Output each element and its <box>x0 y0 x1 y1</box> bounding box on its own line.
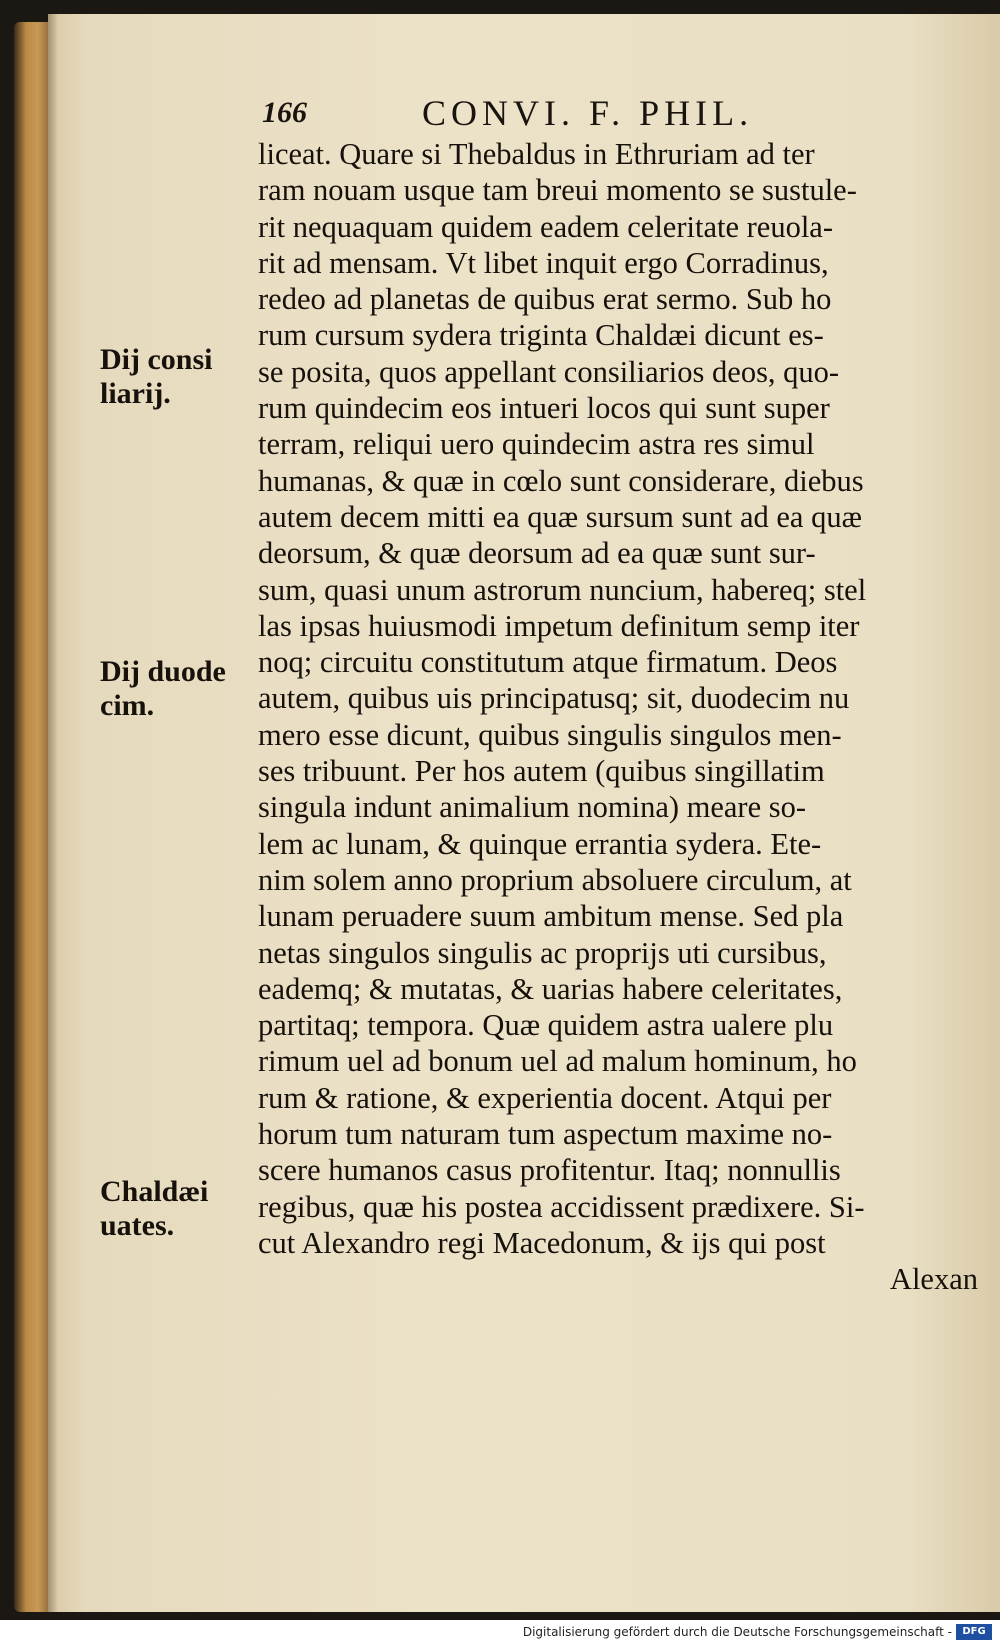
text-line: regibus, quæ his postea accidissent prædixere. Si- <box>258 1189 865 1224</box>
gutter-shadow <box>48 14 58 1612</box>
footer-credit: Digitalisierung gefördert durch die Deutsche Forschungsgemeinschaft - <box>522 1625 952 1639</box>
text-line: se posita, quos appellant consiliarios deos, quo- <box>258 354 840 389</box>
text-line: mero esse dicunt, quibus singulis singulos men- <box>258 717 842 752</box>
text-line: singula indunt animalium nomina) meare so- <box>258 790 807 825</box>
text-line: autem, quibus uis principatusq; sit, duodecim nu <box>258 681 850 716</box>
margin-note-duodecim <box>100 655 260 723</box>
margin-note-line: liarij. <box>100 377 171 410</box>
text-line: las ipsas huiusmodi impetum definitum semp iter <box>258 608 860 643</box>
text-line: nim solem anno proprium absoluere circulum, at <box>258 862 852 897</box>
text-line: lem ac lunam, & quinque errantia sydera. Ete- <box>258 826 822 861</box>
page-header <box>262 92 962 138</box>
text-line: ses tribuunt. Per hos autem (quibus singillatim <box>258 754 825 789</box>
text-line: ram nouam usque tam breui momento se sustule- <box>258 173 857 208</box>
text-line: redeo ad planetas de quibus erat sermo. Sub ho <box>258 282 832 317</box>
text-line: sum, quasi unum astrorum nuncium, habereq; stel <box>258 572 867 607</box>
text-line: lunam peruadere suum ambitum mense. Sed pla <box>258 899 844 934</box>
text-line: deorsum, & quæ deorsum ad ea quæ sunt sur- <box>258 536 816 571</box>
text-line: rum cursum sydera triginta Chaldæi dicunt es- <box>258 318 824 353</box>
text-line: scere humanos casus profitentur. Itaq; nonnullis <box>258 1153 841 1188</box>
text-line: eademq; & mutatas, & uarias habere celeritates, <box>258 971 843 1006</box>
margin-note-line: Dij duode <box>100 655 226 688</box>
margin-note-line: uates. <box>100 1209 175 1242</box>
running-head: CONVI. F. PHIL. <box>422 93 754 133</box>
text-line: liceat. Quare si Thebaldus in Ethruriam ad ter <box>258 137 815 171</box>
text-line: cut Alexandro regi Macedonum, & ijs qui post <box>258 1225 826 1260</box>
text-line: netas singulos singulis ac proprijs uti cursibus, <box>258 935 827 970</box>
margin-note-consiliarii <box>100 343 260 411</box>
text-line: rimum uel ad bonum uel ad malum hominum, ho <box>258 1044 857 1079</box>
margin-note-line: Chaldæi <box>100 1175 209 1208</box>
margin-note-chaldaei <box>100 1175 260 1243</box>
text-line: noq; circuitu constitutum atque firmatum. Deos <box>258 645 838 680</box>
catchword: Alexan <box>889 1262 978 1297</box>
text-line: terram, reliqui uero quindecim astra res simul <box>258 427 815 462</box>
text-line: horum tum naturam tum aspectum maxime no- <box>258 1117 833 1152</box>
page-number: 166 <box>262 96 307 129</box>
body-text <box>258 136 978 1298</box>
text-line: autem decem mitti ea quæ sursum sunt ad ea quæ <box>258 499 862 534</box>
text-line: humanas, & quæ in cœlo sunt considerare, diebus <box>258 463 864 498</box>
text-line: rit ad mensam. Vt libet inquit ergo Corradinus, <box>258 245 829 280</box>
text-line: rum quindecim eos intueri locos qui sunt super <box>258 391 830 426</box>
text-line: partitaq; tempora. Quæ quidem astra ualere plu <box>258 1008 834 1043</box>
dfg-logo: DFG <box>956 1624 992 1640</box>
text-line: rum & ratione, & experientia docent. Atqui per <box>258 1080 832 1115</box>
footer-bar <box>0 1620 1000 1647</box>
margin-note-line: Dij consi <box>100 343 213 376</box>
margin-note-line: cim. <box>100 689 155 722</box>
text-line: rit nequaquam quidem eadem celeritate reuola- <box>258 209 833 244</box>
